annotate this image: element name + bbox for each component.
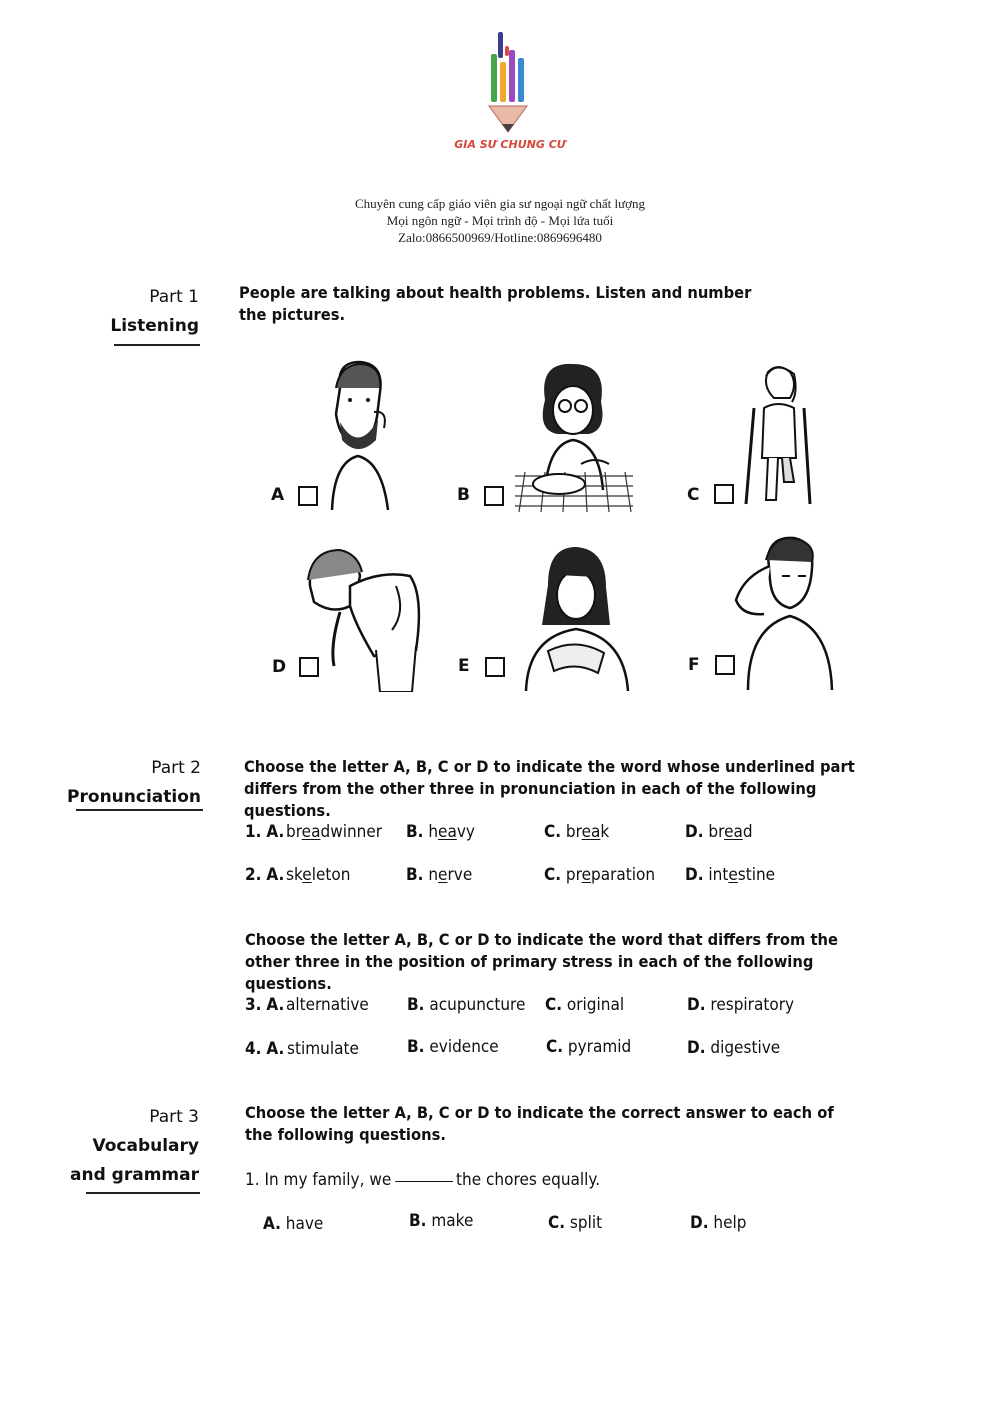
- question-4-number: 4. A.: [245, 1039, 285, 1059]
- question-3-option-a[interactable]: alternative: [286, 995, 369, 1015]
- part3-title-line1: Vocabulary: [92, 1136, 199, 1156]
- question-2-option-d[interactable]: D. intestine: [685, 865, 776, 885]
- part1-rule: [114, 344, 200, 346]
- part3-q1-option-b[interactable]: B. make: [409, 1211, 474, 1231]
- man-headache-icon: [728, 536, 834, 690]
- part3-instruction: Choose the letter A, B, C or D to indicate the correct answer to each of the following questions.: [245, 1103, 834, 1144]
- question-2-option-b[interactable]: B. nerve: [406, 865, 473, 885]
- header-contact: Zalo:0866500969/Hotline:0869696480: [398, 230, 602, 245]
- part3-rule: [86, 1192, 200, 1194]
- part3-question-1: 1. In my family, we the chores equally.: [245, 1170, 601, 1190]
- question-3-option-d[interactable]: D. respiratory: [687, 995, 795, 1015]
- part1-instruction: People are talking about health problems. Listen and number the pictures.: [239, 283, 752, 324]
- part3-number: Part 3: [149, 1107, 199, 1127]
- woman-eating-icon: [515, 360, 633, 512]
- picture-a-label: A: [271, 485, 285, 505]
- question-2-option-a[interactable]: skeleton: [286, 865, 351, 885]
- part3-title-line2: and grammar: [70, 1165, 199, 1185]
- question-2-number: 2. A.: [245, 865, 285, 885]
- picture-b-label: B: [457, 485, 470, 505]
- part2-instruction-stress: Choose the letter A, B, C or D to indicate the word that differs from the other three in the position of primary stress in each of the following questions.: [245, 930, 838, 993]
- question-3-option-c[interactable]: C. original: [545, 995, 625, 1015]
- question-3-number: 3. A.: [245, 995, 285, 1015]
- question-4-option-c[interactable]: C. pyramid: [546, 1037, 632, 1057]
- question-4-option-d[interactable]: D. digestive: [687, 1038, 781, 1058]
- picture-b-checkbox[interactable]: [484, 486, 504, 506]
- picture-c-label: C: [687, 485, 700, 505]
- question-1-option-c[interactable]: C. break: [544, 822, 610, 842]
- picture-f-label: F: [688, 655, 700, 675]
- part3-heading: [60, 1103, 199, 1190]
- woman-crutches-icon: [738, 362, 818, 508]
- picture-d-label: D: [272, 657, 287, 677]
- part2-title: Pronunciation: [67, 787, 201, 807]
- part2-instruction-pronunciation: Choose the letter A, B, C or D to indicate the word whose underlined part differs from the other three in pronunciation in each of the following questions.: [244, 757, 855, 820]
- picture-e-label: E: [458, 656, 470, 676]
- man-toothache-icon: [318, 358, 398, 510]
- part2-rule: [76, 809, 203, 811]
- picture-a-checkbox[interactable]: [298, 486, 318, 506]
- part3-q1-option-c[interactable]: C. split: [548, 1213, 603, 1233]
- logo-text: GIA SƯ CHUNG CƯ: [454, 138, 566, 151]
- question-1-number: 1. A.: [245, 822, 285, 842]
- part3-q1-option-a[interactable]: A. have: [263, 1214, 324, 1234]
- answer-blank[interactable]: [395, 1181, 453, 1182]
- question-4-option-b[interactable]: B. evidence: [407, 1037, 499, 1057]
- picture-c-checkbox[interactable]: [714, 484, 734, 504]
- header-tagline: Chuyên cung cấp giáo viên gia sư ngoại ngữ chất lượng: [354, 196, 646, 211]
- question-4-option-a[interactable]: stimulate: [287, 1039, 359, 1059]
- question-1-option-d[interactable]: D. bread: [685, 822, 753, 842]
- part1-number: Part 1: [149, 287, 199, 307]
- question-1-option-b[interactable]: B. heavy: [406, 822, 475, 842]
- part1-heading: [60, 283, 199, 341]
- part3-q1-option-d[interactable]: D. help: [690, 1213, 747, 1233]
- question-2-option-c[interactable]: C. preparation: [544, 865, 656, 885]
- picture-e-checkbox[interactable]: [485, 657, 505, 677]
- header-subtagline: Mọi ngôn ngữ - Mọi trình độ - Mọi lứa tuổi: [386, 213, 614, 228]
- question-1-option-a[interactable]: breadwinner: [286, 822, 383, 842]
- man-backache-icon: [300, 546, 424, 692]
- part2-number: Part 2: [151, 758, 201, 778]
- part1-title: Listening: [110, 316, 199, 336]
- question-3-option-b[interactable]: B. acupuncture: [407, 995, 526, 1015]
- part2-heading: [60, 754, 201, 812]
- woman-arm-sling-icon: [518, 545, 636, 691]
